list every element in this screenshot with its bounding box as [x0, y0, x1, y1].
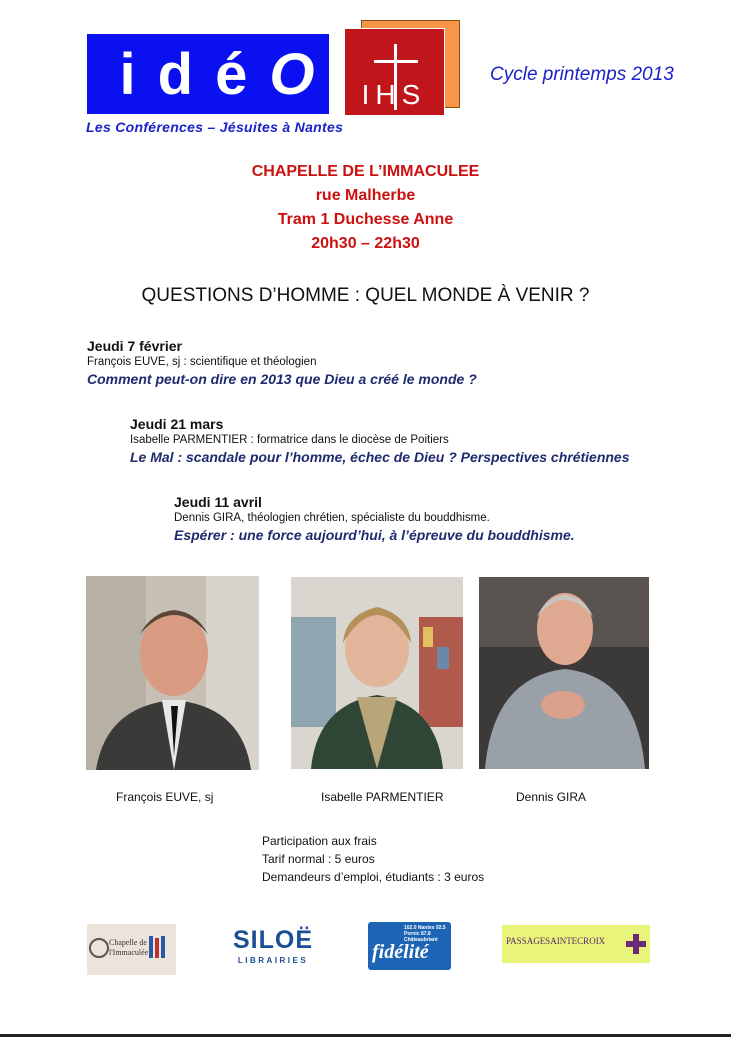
photo-caption: François EUVE, sj [116, 790, 214, 804]
seal-text: IHS [361, 79, 427, 110]
photo-francois-euve [86, 576, 259, 770]
photo-caption: Dennis GIRA [516, 790, 587, 804]
venue-street: rue Malherbe [315, 187, 416, 204]
session-topic: Espérer : une force aujourd’hui, à l’épreuve du bouddhisme. [174, 527, 575, 543]
venue-name: CHAPELLE DE L’IMMACULEE [251, 163, 480, 180]
photo-caption: Isabelle PARMENTIER [321, 790, 444, 804]
session-speaker: François EUVE, sj : scientifique et théologien [87, 356, 317, 368]
cross-shape-icon [626, 934, 646, 954]
session-speaker: Isabelle PARMENTIER : formatrice dans le diocèse de Poitiers [130, 434, 449, 446]
session-2 [130, 416, 630, 465]
bottom-divider [0, 1034, 731, 1037]
session-date: Jeudi 11 avril [174, 494, 262, 510]
ideo-logo [87, 34, 329, 114]
cycle-label: Cycle printemps 2013 [490, 64, 674, 85]
session-speaker: Dennis GIRA, théologien chrétien, spécialiste du bouddhisme. [174, 512, 490, 524]
session-date: Jeudi 7 février [87, 338, 182, 354]
chapelle-immaculee-logo [87, 924, 176, 975]
fidelite-logo [368, 922, 451, 970]
cross-bar [374, 60, 418, 63]
venue-time: 20h30 – 22h30 [311, 235, 420, 252]
passage-sainte-croix-logo [502, 925, 650, 963]
logo-o: O [269, 41, 315, 107]
fidelite-name: fidélité [372, 941, 429, 963]
siloe-logo [229, 926, 317, 974]
fidelite-freqs: 102.0 Nantes 92.5 Pornic 87.8 Châteaubriant [404, 925, 446, 943]
page-title: QUESTIONS D’HOMME : QUEL MONDE À VENIR ? [141, 285, 590, 306]
siloe-sub: LIBRAIRIES [237, 956, 309, 965]
session-1 [87, 338, 477, 387]
fees-reduced: Demandeurs d’emploi, étudiants : 3 euros [262, 870, 485, 884]
tagline: Les Conférences – Jésuites à Nantes [86, 119, 344, 135]
fees-heading: Participation aux frais [262, 834, 377, 848]
passages-text: PASSAGESAINTECROIX [506, 936, 606, 946]
fees-normal: Tarif normal : 5 euros [262, 852, 375, 866]
photo-dennis-gira [479, 577, 649, 769]
photo-isabelle-parmentier [291, 577, 463, 769]
session-topic: Le Mal : scandale pour l’homme, échec de Dieu ? Perspectives chrétiennes [130, 449, 630, 465]
siloe-name: SILOË [232, 926, 313, 954]
session-3 [174, 494, 575, 543]
chapelle-logo-text: Chapelle de l'Immaculée [109, 938, 149, 957]
session-date: Jeudi 21 mars [130, 416, 224, 432]
venue-tram: Tram 1 Duchesse Anne [277, 211, 454, 228]
fees-block [262, 832, 484, 886]
session-topic: Comment peut-on dire en 2013 que Dieu a créé le monde ? [87, 371, 477, 387]
logo-letters: idé [119, 41, 270, 107]
